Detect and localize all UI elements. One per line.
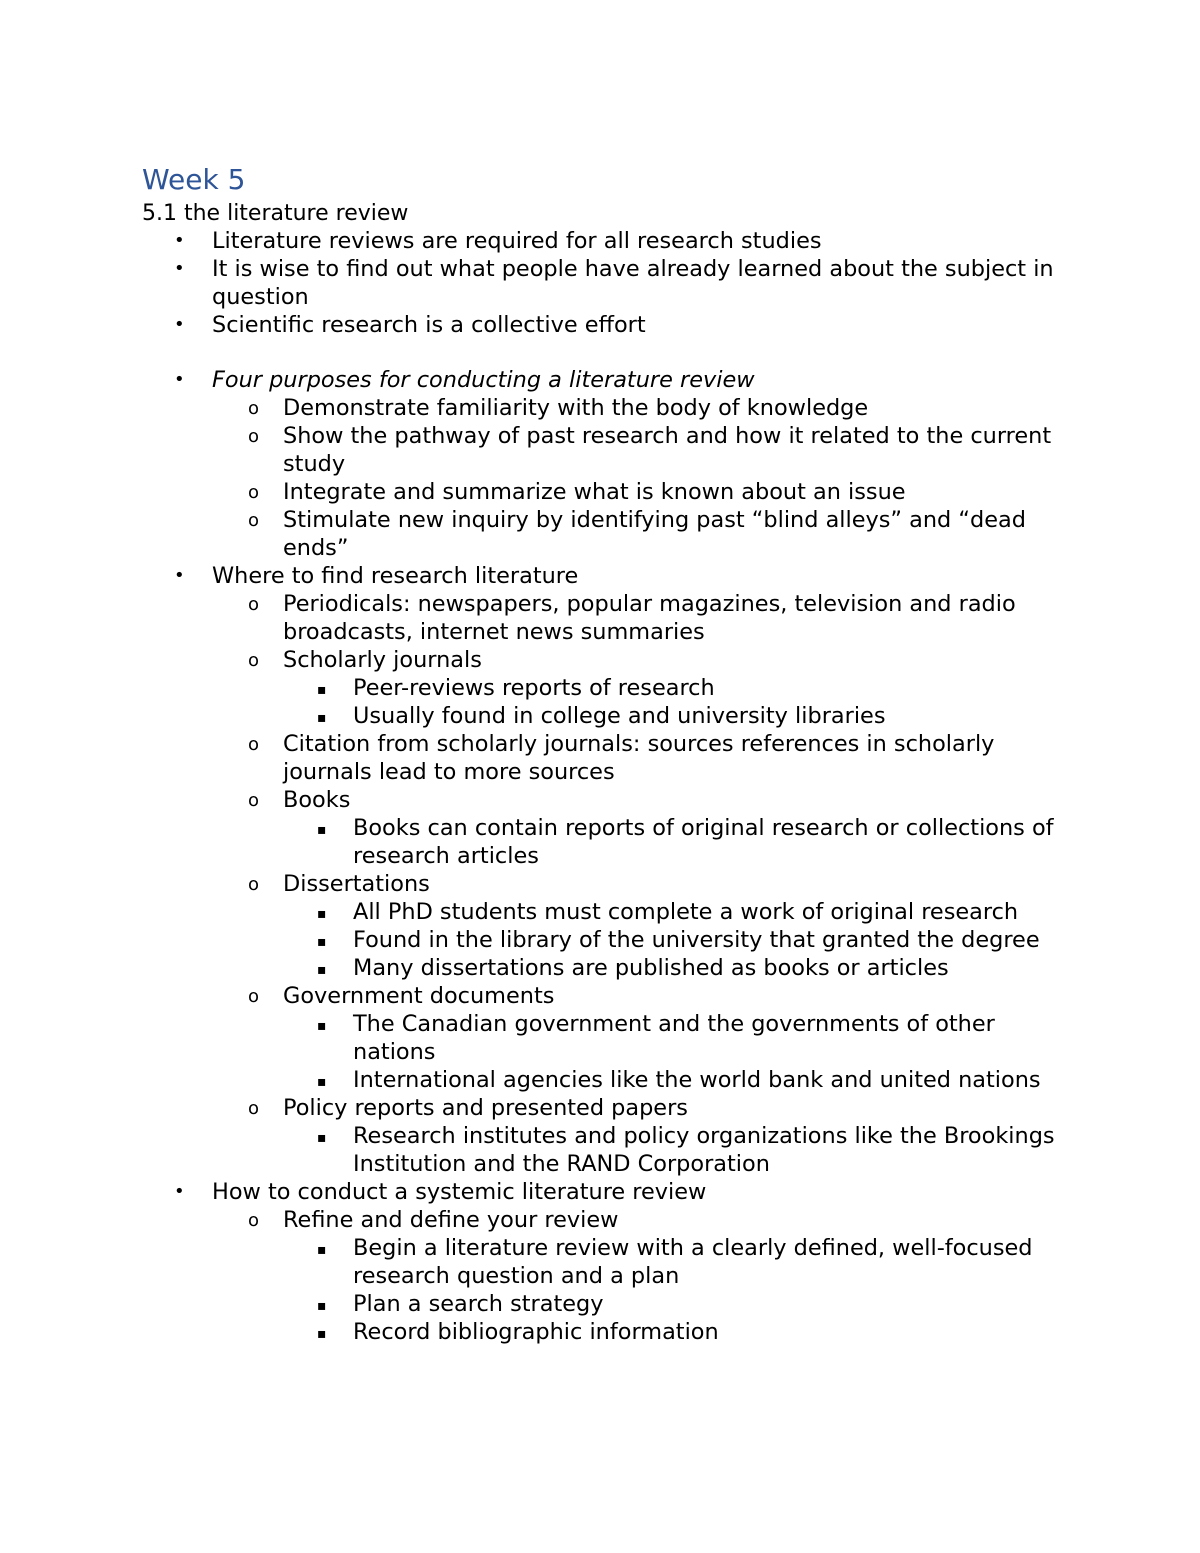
bullet-icon: • [174, 369, 185, 390]
bullet-icon: ▪ [317, 822, 327, 838]
list-item-text: Policy reports and presented papers [283, 1095, 688, 1121]
list-item-level-2 [142, 1094, 1082, 1122]
list-item-text: Periodicals: newspapers, popular magazines, television and radio broadcasts, internet news summaries [283, 591, 1016, 645]
list-item-text: Show the pathway of past research and how it related to the current study [283, 423, 1052, 477]
list-item-text: Where to find research literature [212, 563, 579, 589]
list-item-text: How to conduct a systemic literature review [212, 1179, 707, 1205]
bullet-icon: o [248, 398, 260, 419]
bullet-icon: ▪ [317, 934, 327, 950]
list-item-text: Plan a search strategy [353, 1291, 604, 1317]
list-item-level-2 [142, 394, 1082, 422]
bullet-icon: o [248, 1210, 260, 1231]
list-item-text: International agencies like the world bank and united nations [353, 1067, 1041, 1093]
bullet-icon: o [248, 510, 260, 531]
list-item-text: Stimulate new inquiry by identifying past “blind alleys” and “dead ends” [283, 507, 1026, 561]
list-item-text: The Canadian government and the governments of other nations [353, 1011, 995, 1065]
list-item-text: Literature reviews are required for all research studies [212, 228, 822, 254]
list-item-text: Record bibliographic information [353, 1319, 719, 1345]
bullet-icon: • [174, 1181, 185, 1202]
list-item-text: It is wise to find out what people have already learned about the subject in question [212, 256, 1054, 310]
bullet-icon: ▪ [317, 1242, 327, 1258]
bullet-icon: ▪ [317, 682, 327, 698]
list-item-text: Peer-reviews reports of research [353, 675, 715, 701]
bullet-icon: o [248, 874, 260, 895]
bullet-icon: o [248, 482, 260, 503]
list-item-text: Scholarly journals [283, 647, 482, 673]
list-item-level-1 [142, 255, 1082, 311]
blank-line [142, 339, 1082, 366]
bullet-icon: o [248, 1098, 260, 1119]
list-item-level-1 [142, 366, 1082, 394]
bullet-icon: ▪ [317, 1326, 327, 1342]
list-item-text: Government documents [283, 983, 555, 1009]
bullet-icon: ▪ [317, 1130, 327, 1146]
list-item-text: Research institutes and policy organizations like the Brookings Institution and the RAND Corporation [353, 1123, 1055, 1177]
list-item-text: Citation from scholarly journals: sources references in scholarly journals lead to more sources [283, 731, 995, 785]
list-item-level-1 [142, 311, 1082, 339]
bullet-icon: o [248, 426, 260, 447]
list-item-level-2 [142, 478, 1082, 506]
list-item-text: Many dissertations are published as books or articles [353, 955, 949, 981]
bullet-icon: • [174, 314, 185, 335]
bullet-icon: o [248, 650, 260, 671]
bullet-icon: o [248, 986, 260, 1007]
bullet-icon: • [174, 230, 185, 251]
list-item-level-3 [142, 898, 1082, 926]
list-item-text: Demonstrate familiarity with the body of knowledge [283, 395, 869, 421]
list-item-text: All PhD students must complete a work of original research [353, 899, 1019, 925]
bullet-icon: • [174, 565, 185, 586]
list-item-level-3 [142, 674, 1082, 702]
bullet-icon: ▪ [317, 710, 327, 726]
document-body [142, 160, 1082, 1346]
bullet-icon: o [248, 790, 260, 811]
list-item-text: Scientific research is a collective effort [212, 312, 646, 338]
list-item-level-2 [142, 1206, 1082, 1234]
list-item-level-3 [142, 702, 1082, 730]
list-item-level-2 [142, 982, 1082, 1010]
bullet-icon: ▪ [317, 962, 327, 978]
list-item-text: Begin a literature review with a clearly defined, well-focused research question and a plan [353, 1235, 1033, 1289]
list-item-text: Usually found in college and university libraries [353, 703, 886, 729]
bullet-icon: o [248, 594, 260, 615]
list-item-text: Dissertations [283, 871, 430, 897]
list-item-level-1 [142, 562, 1082, 590]
list-item-text: Integrate and summarize what is known about an issue [283, 479, 906, 505]
page-title: Week 5 [142, 163, 246, 196]
list-item-level-1 [142, 227, 1082, 255]
list-item-text: Refine and define your review [283, 1207, 619, 1233]
list-item-level-2 [142, 646, 1082, 674]
outline-list [142, 227, 1082, 1346]
section-heading: 5.1 the literature review [142, 201, 409, 226]
list-item-level-2 [142, 590, 1082, 646]
list-item-level-1 [142, 1178, 1082, 1206]
list-item-level-2 [142, 786, 1082, 814]
bullet-icon: • [174, 258, 185, 279]
bullet-icon: ▪ [317, 1074, 327, 1090]
list-item-level-3 [142, 814, 1082, 870]
bullet-icon: ▪ [317, 906, 327, 922]
list-item-level-2 [142, 506, 1082, 562]
bullet-icon: ▪ [317, 1298, 327, 1314]
bullet-icon: ▪ [317, 1018, 327, 1034]
list-item-text: Found in the library of the university that granted the degree [353, 927, 1040, 953]
list-item-level-2 [142, 730, 1082, 786]
list-item-level-3 [142, 1234, 1082, 1290]
list-item-text: Four purposes for conducting a literature review [212, 367, 755, 393]
list-item-level-3 [142, 954, 1082, 982]
list-item-level-3 [142, 1122, 1082, 1178]
list-item-level-3 [142, 926, 1082, 954]
list-item-level-2 [142, 422, 1082, 478]
list-item-level-2 [142, 870, 1082, 898]
list-item-text: Books can contain reports of original research or collections of research articles [353, 815, 1054, 869]
bullet-icon: o [248, 734, 260, 755]
list-item-level-3 [142, 1318, 1082, 1346]
list-item-level-3 [142, 1010, 1082, 1066]
list-item-level-3 [142, 1066, 1082, 1094]
list-item-level-3 [142, 1290, 1082, 1318]
list-item-text: Books [283, 787, 351, 813]
